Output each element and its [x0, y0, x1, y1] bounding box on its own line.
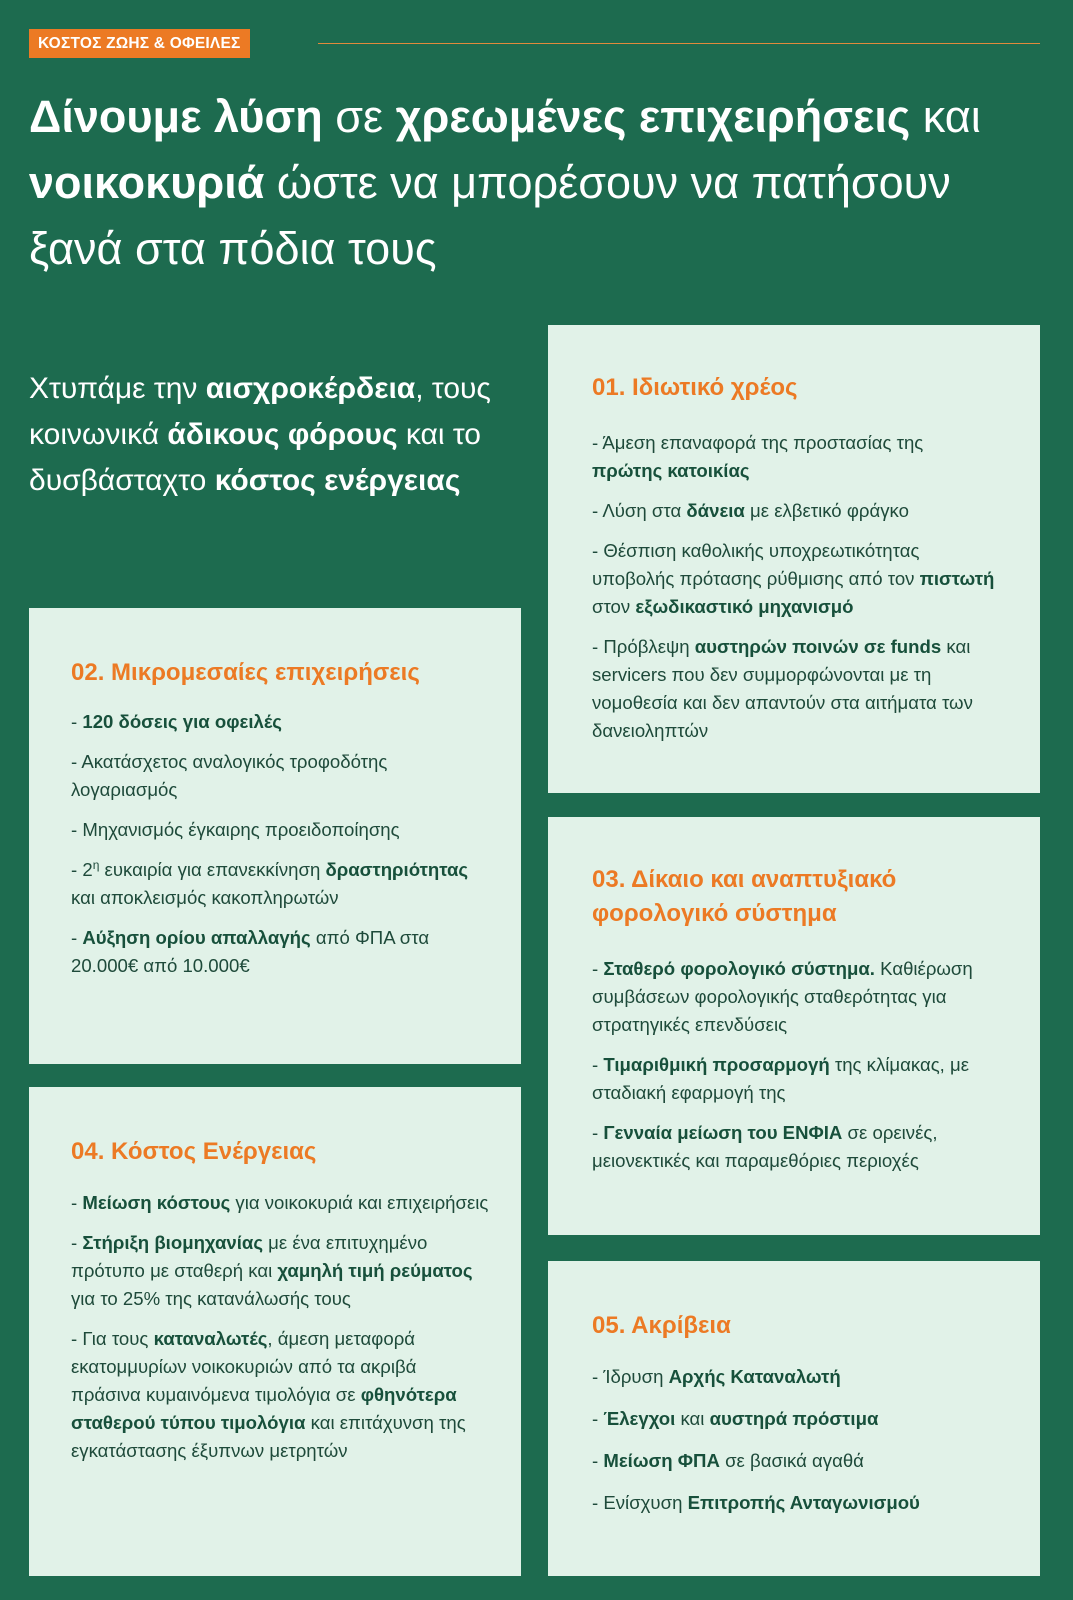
item-bold: Μείωση κόστους [82, 1192, 231, 1213]
list-item [592, 1405, 1010, 1433]
item-text: - [592, 1450, 604, 1471]
list-item [592, 537, 998, 621]
list-item [71, 856, 491, 912]
list-item [592, 497, 998, 525]
item-text: ευκαιρία για επανεκκίνηση [99, 859, 326, 880]
list-item [71, 816, 491, 844]
card-title: 03. Δίκαιο και αναπτυξιακό φορολογικό σύστημα [592, 866, 897, 927]
item-text: - Ίδρυση [592, 1366, 669, 1387]
item-text: - [71, 1192, 83, 1213]
item-text: της κλίμακας, με σταδιακή εφαρμογή της [592, 1054, 969, 1103]
item-text: για νοικοκυριά και επιχειρήσεις [230, 1192, 489, 1213]
item-text: Καθιέρωση συμβάσεων φορολογικής σταθερότητας για στρατηγικές επενδύσεις [592, 958, 973, 1035]
item-text: - Θέσπιση καθολικής υποχρεωτικότητας υποβολής πρότασης ρύθμισης από τον [592, 540, 920, 589]
card-energy-cost [29, 1087, 521, 1576]
list-item [592, 1363, 1010, 1391]
item-text: - Ακατάσχετος αναλογικός τροφοδότης λογαριασμός [71, 751, 388, 800]
headline-text-3: ώστε να μπορέσουν να πατήσουν ξανά στα πόδια τους [29, 157, 951, 274]
item-text: - [71, 711, 83, 732]
list-item [71, 1229, 491, 1313]
item-bold: Στήριξη βιομηχανίας [82, 1232, 264, 1253]
item-text: στον [592, 596, 636, 617]
card-tax-system [548, 817, 1040, 1235]
card-title: 01. Ιδιωτικό χρέος [592, 374, 798, 401]
item-text: με ελβετικό φράγκο [744, 500, 909, 521]
item-bold: εξωδικαστικό μηχανισμό [635, 596, 854, 617]
list-item [592, 1119, 1010, 1175]
card-items [592, 429, 998, 745]
list-item [71, 708, 491, 736]
list-item [71, 1189, 491, 1217]
item-text: - [592, 958, 604, 979]
intro-bold-2: άδικους φόρους [167, 418, 398, 451]
item-bold: Επιτροπής Ανταγωνισμού [687, 1492, 920, 1513]
item-text: με ένα επιτυχημένο πρότυπο με σταθερή και [71, 1232, 428, 1281]
item-text: - [592, 1408, 604, 1429]
card-title: 05. Ακρίβεια [592, 1312, 731, 1339]
headline-text-2: και [910, 91, 981, 142]
intro-bold-1: αισχροκέρδεια [205, 372, 416, 405]
item-bold: πρώτης κατοικίας [592, 460, 750, 481]
item-bold: αυστηρά πρόστιμα [709, 1408, 879, 1429]
headline-bold-2: χρεωμένες επιχειρήσεις [395, 91, 911, 142]
item-text: - [592, 1054, 604, 1075]
card-private-debt [548, 325, 1040, 793]
list-item [592, 633, 998, 745]
intro-text-2: , τους κοινωνικά [29, 372, 491, 451]
headline-bold-3: νοικοκυριά [29, 157, 265, 208]
item-text: - Πρόβλεψη [592, 636, 695, 657]
list-item [592, 1051, 1010, 1107]
item-text: - Μηχανισμός έγκαιρης προειδοποίησης [71, 819, 400, 840]
headline-text-1: σε [322, 91, 396, 142]
item-text: , άμεση μεταφορά εκατομμυρίων νοικοκυριών από τα ακριβά πράσινα κυμαινόμενα τιμολόγια σε [71, 1328, 417, 1405]
headline [29, 84, 1049, 282]
item-text: και αποκλεισμός κακοπληρωτών [71, 887, 339, 908]
item-bold: 120 δόσεις για οφειλές [82, 711, 282, 732]
card-items [592, 1363, 1010, 1517]
headline-bold-1: Δίνουμε λύση [29, 91, 323, 142]
item-bold: Μείωση ΦΠΑ [603, 1450, 720, 1471]
item-text: - [592, 1122, 604, 1143]
item-bold: Γενναία μείωση του ΕΝΦΙΑ [603, 1122, 843, 1143]
item-bold: αυστηρών ποινών σε funds [694, 636, 942, 657]
card-items [71, 1189, 491, 1465]
intro-text-1: Χτυπάμε την [29, 372, 206, 405]
item-text: - [71, 1232, 83, 1253]
item-bold: χαμηλή τιμή ρεύματος [277, 1260, 473, 1281]
card-high-prices [548, 1261, 1040, 1576]
item-text: - 2 [71, 859, 93, 880]
item-text: - [71, 927, 83, 948]
list-item [592, 1489, 1010, 1517]
item-text: - Ενίσχυση [592, 1492, 688, 1513]
item-bold: Έλεγχοι [603, 1408, 676, 1429]
list-item [592, 955, 1010, 1039]
intro-text-3: και το δυσβάσταχτο [29, 418, 481, 497]
card-items [592, 955, 1010, 1175]
item-superscript: η [92, 857, 100, 872]
item-text: σε βασικά αγαθά [719, 1450, 864, 1471]
item-text: και επιτάχυνση της εγκατάστασης έξυπνων μετρητών [71, 1412, 466, 1461]
item-bold: δάνεια [686, 500, 745, 521]
item-text: για το 25% της κατανάλωσής τους [71, 1288, 351, 1309]
item-text: - Για τους [71, 1328, 154, 1349]
intro-bold-3: κόστος ενέργειας [214, 464, 461, 497]
item-bold: δραστηριότητας [325, 859, 469, 880]
list-item [71, 748, 491, 804]
item-bold: πιστωτή [919, 568, 995, 589]
item-text: - Λύση στα [592, 500, 687, 521]
item-bold: Αρχής Καταναλωτή [668, 1366, 841, 1387]
card-title: 02. Μικρομεσαίες επιχειρήσεις [71, 659, 420, 686]
item-bold: Σταθερό φορολογικό σύστημα. [603, 958, 875, 979]
card-title: 04. Κόστος Ενέργειας [71, 1138, 317, 1165]
item-bold: φθηνότερα σταθερού τύπου τιμολόγια [71, 1384, 457, 1433]
list-item [71, 924, 491, 980]
item-text: σε ορεινές, μειονεκτικές και παραμεθόριες περιοχές [592, 1122, 938, 1171]
list-item [592, 429, 998, 485]
item-bold: Αύξηση ορίου απαλλαγής [82, 927, 311, 948]
card-items [71, 708, 491, 980]
item-bold: Τιμαριθμική προσαρμογή [603, 1054, 830, 1075]
item-text: και servicers που δεν συμμορφώνονται με τη νομοθεσία και δεν απαντούν στα αιτήματα των δανειοληπτών [592, 636, 973, 741]
item-text: και [675, 1408, 710, 1429]
intro-text [29, 366, 499, 504]
tag-divider [318, 43, 1040, 44]
list-item [592, 1447, 1010, 1475]
item-bold: καταναλωτές [153, 1328, 268, 1349]
list-item [71, 1325, 491, 1465]
item-text: από ΦΠΑ στα 20.000€ από 10.000€ [71, 927, 430, 976]
section-tag: ΚΟΣΤΟΣ ΖΩΗΣ & ΟΦΕΙΛΕΣ [29, 29, 250, 58]
item-text: - Άμεση επαναφορά της προστασίας της [592, 432, 924, 453]
card-small-businesses [29, 608, 521, 1064]
